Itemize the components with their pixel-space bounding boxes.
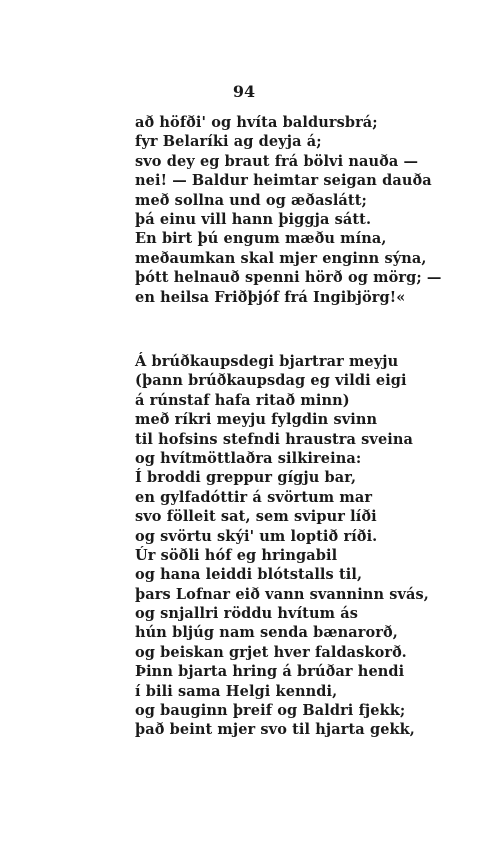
verse-line: í bili sama Helgi kenndi, (135, 682, 338, 700)
page-number: 94 (232, 82, 256, 101)
verse-line: Á brúðkaupsdegi bjartrar meyju (135, 353, 399, 370)
verse-line: Þinn bjarta hring á brúðar hendi (135, 663, 405, 681)
verse-line: fyr Belaríki ag deyja á; (135, 133, 322, 151)
verse-line: og snjallri röddu hvítum ás (135, 605, 358, 623)
verse-line: á rúnstaf hafa ritað minn) (135, 391, 350, 409)
verse-line: þótt helnauð spenni hörð og mörg; — (135, 269, 442, 287)
verse-line: svo dey eg braut frá bölvi nauða — (135, 152, 419, 170)
verse-line: þá einu vill hann þiggja sátt. (135, 210, 372, 228)
verse-line: með sollna und og æðaslátt; (135, 191, 367, 209)
verse-line: en gylfadóttir á svörtum mar (135, 488, 373, 506)
verse-line: Úr söðli hóf eg hringabil (135, 546, 338, 564)
verse-line: svo fölleit sat, sem svipur líði (135, 508, 377, 526)
verse-line: og svörtu skýi' um loptið ríði. (135, 527, 378, 545)
stanza-2 (135, 352, 429, 740)
verse-line: og bauginn þreif og Baldri fjekk; (135, 702, 406, 720)
verse-line: meðaumkan skal mjer enginn sýna, (135, 249, 427, 267)
stanza-1 (135, 113, 442, 307)
verse-line: nei! — Baldur heimtar seigan dauða (135, 172, 432, 190)
verse-line: og beiskan grjet hver faldaskorð. (135, 643, 407, 661)
verse-line: þars Lofnar eið vann svanninn svás, (135, 585, 429, 603)
verse-line: hún bljúg nam senda bænarorð, (135, 624, 398, 642)
verse-line: (þann brúðkaupsdag eg vildi eigi (135, 372, 407, 390)
verse-line: til hofsins stefndi hraustra sveina (135, 430, 414, 448)
verse-line: það beint mjer svo til hjarta gekk, (135, 721, 415, 739)
verse-line: En birt þú engum mæðu mína, (135, 230, 387, 248)
verse-line: Í broddi greppur gígju bar, (135, 469, 357, 487)
verse-line: og hana leiddi blótstalls til, (135, 566, 363, 584)
verse-line: en heilsa Friðþjóf frá Ingibjörg!« (135, 288, 406, 306)
verse-line: að höfði' og hvíta baldursbrá; (135, 114, 378, 131)
verse-line: og hvítmöttlaðra silkireina: (135, 449, 362, 467)
verse-line: með ríkri meyju fylgdin svinn (135, 411, 378, 429)
